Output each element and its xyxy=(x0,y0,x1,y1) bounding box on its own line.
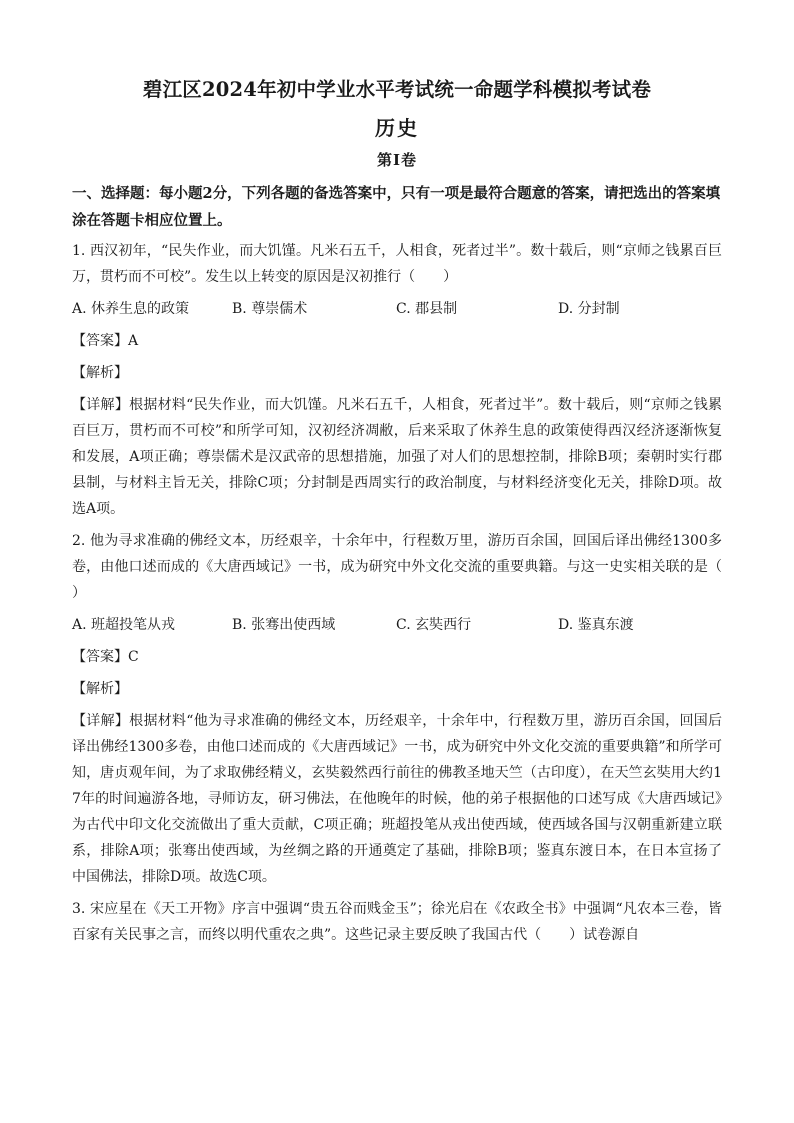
detail-text: 根据材料“民失作业，而大饥馑。凡米石五千，人相食，死者过半”。数十载后，则“京师之钱累百巨万，贯朽而不可校”和所学可知，汉初经济凋敝，后来采取了休养生息的政策使得西汉经济逐渐恢复和发展，A项正确；尊崇儒术是汉武帝的思想措施，加强了对人们的思想控制，排除B项；秦朝时实行郡县制，与材料主旨无关，排除C项；分封制是西周实行的政治制度，与材料经济变化无关，排除D项。故选A项。 xyxy=(72,397,722,517)
detail-paragraph xyxy=(72,708,722,890)
answer-line xyxy=(72,644,722,670)
question-stem: 2. 他为寻求准确的佛经文本，历经艰辛，十余年中，行程数万里，游历百余国，回国后译出佛经1300多卷，由他口述而成的《大唐西域记》一书，成为研究中外文化交流的重要典籍。与这一史实相关联的是（ ） xyxy=(72,533,750,601)
answer-value: A xyxy=(128,333,139,349)
question-stem: 3. 宋应星在《天工开物》序言中强调“贵五谷而贱金玉”；徐光启在《农政全书》中强调“凡农本三卷，皆百家有关民事之言，而终以明代重农之典”。这些记录主要反映了我国古代（ ）试卷源自 xyxy=(72,901,722,943)
option-b: B. 尊崇儒术 xyxy=(232,301,308,317)
option-d: D. 鉴真东渡 xyxy=(558,617,634,633)
option-list xyxy=(72,296,722,322)
part-title: 第Ⅰ卷 xyxy=(376,151,418,169)
detail-label: 【详解】 xyxy=(72,397,130,413)
exam-title: 碧江区2024年初中学业水平考试统一命题学科模拟考试卷 xyxy=(142,78,652,101)
answer-label: 【答案】 xyxy=(72,333,128,349)
detail-text: 根据材料“他为寻求准确的佛经文本，历经艰辛，十余年中，行程数万里，游历百余国，回国后译出佛经1300多卷，由他口述而成的《大唐西域记》一书，成为研究中外文化交流的重要典籍”和所学可知，唐贞观年间，为了求取佛经精义，玄奘毅然西行前往的佛教圣地天竺（古印度），在天竺玄奘用大约17年的时间遍游各地，寻师访友，研习佛法，在他晚年的时候，他的弟子根据他的口述写成《大唐西域记》为古代中印文化交流做出了重大贡献，C项正确；班超投笔从戎出使西域，使西域各国与汉朝重新建立联系，排除A项；张骞出使西域，为丝绸之路的开通奠定了基础，排除B项；鉴真东渡日本，在日本宣扬了中国佛法，排除D项。故选C项。 xyxy=(72,713,723,885)
section-heading: 一、选择题：每小题2分，下列各题的备选答案中，只有一项是最符合题意的答案，请把选出的答案填涂在答题卡相应位置上。 xyxy=(72,185,721,229)
answer-line xyxy=(72,328,722,354)
option-b: B. 张骞出使西域 xyxy=(232,617,336,633)
question-stem: 1. 西汉初年，“民失作业，而大饥馑。凡米石五千，人相食，死者过半”。数十载后，则“京师之钱累百巨万，贯朽而不可校”。发生以上转变的原因是汉初推行（ ） xyxy=(72,243,722,285)
option-a: A. 休养生息的政策 xyxy=(72,301,190,317)
detail-label: 【详解】 xyxy=(72,713,130,729)
option-a: A. 班超投笔从戎 xyxy=(72,617,176,633)
exam-content xyxy=(72,180,750,954)
option-d: D. 分封制 xyxy=(558,301,620,317)
subject-title: 历史 xyxy=(375,116,419,140)
question-3 xyxy=(72,896,722,948)
question-2 xyxy=(72,528,750,890)
detail-paragraph xyxy=(72,392,722,522)
option-list xyxy=(72,612,722,638)
analysis-label: 【解析】 xyxy=(72,681,128,697)
answer-label: 【答案】 xyxy=(72,649,128,665)
option-c: C. 玄奘西行 xyxy=(396,617,472,633)
question-1 xyxy=(72,238,722,522)
answer-value: C xyxy=(128,649,139,665)
analysis-label: 【解析】 xyxy=(72,365,128,381)
option-c: C. 郡县制 xyxy=(396,301,458,317)
